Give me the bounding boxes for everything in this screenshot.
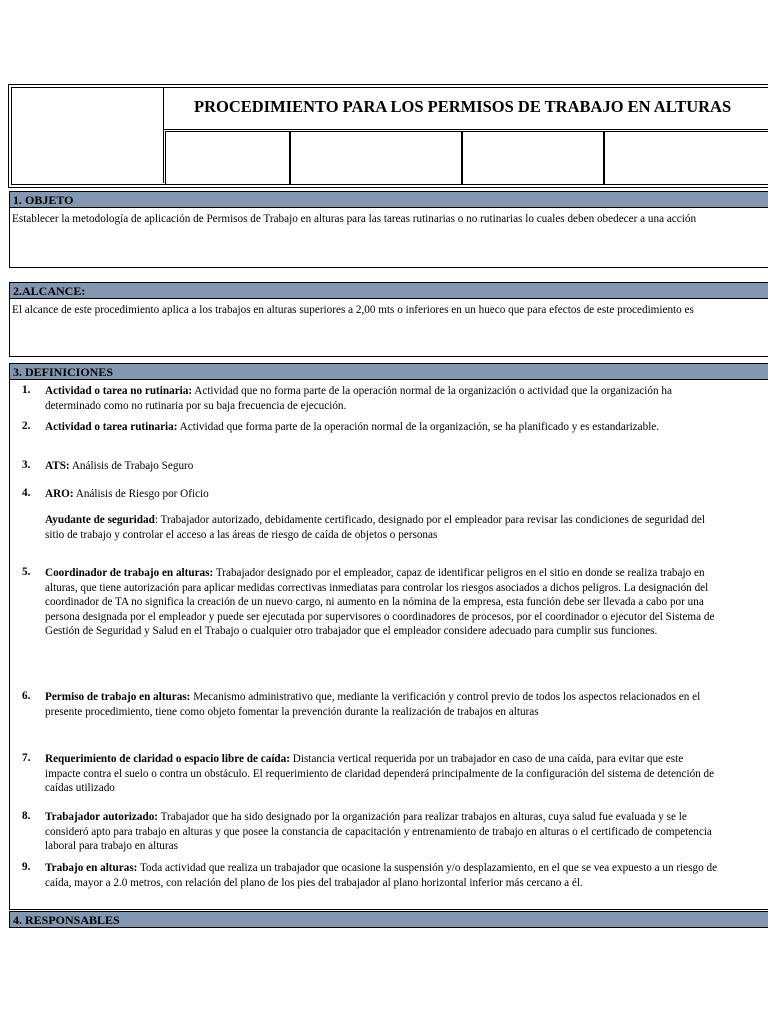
definition-number: 8. <box>22 810 31 822</box>
definition-line: caídas utilizado <box>45 782 115 794</box>
definition-text: Análisis de Trabajo Seguro <box>69 460 194 472</box>
definition-line: coordinador de TA no significa la creación de un nuevo cargo, ni aumento en la nómina de la empresa, esta función debe ser llevada a cabo por una <box>45 596 704 608</box>
definition-line: Gestión de Seguridad y Salud en el Trabajo o cualquier otro trabajador que el empleador considere adecuado para cumplir sus funciones. <box>45 625 658 637</box>
alcance-text: El alcance de este procedimiento aplica a los trabajos en alturas superiores a 2,00 mts o inferiores en un hueco que para efectos de este procedimiento es <box>12 304 694 316</box>
definition-text: Trabajador designado por el empleador, capaz de identificar peligros en el sitio en donde se realiza trabajo en <box>213 567 705 579</box>
definition-item <box>45 384 768 413</box>
definition-item <box>45 566 768 639</box>
definition-line: alturas, que tiene autorización para aplicar medidas correctivas inmediatas para controlar los riesgos asociados a dichos peligros. La designación del <box>45 581 709 594</box>
definition-number: 6. <box>22 690 31 702</box>
definition-number: 4. <box>22 487 31 499</box>
definition-line <box>45 690 768 705</box>
definition-line <box>45 566 768 581</box>
definition-term: Trabajo en alturas: <box>45 862 138 874</box>
definition-line <box>45 861 768 876</box>
section-alcance-title: 2.ALCANCE: <box>9 282 768 299</box>
section-objeto-title: 1. OBJETO <box>9 191 768 208</box>
definition-text: Distancia vertical requerida por un trabajador en caso de una caída, para evitar que este <box>289 753 684 765</box>
definition-line: determinado como no rutinaria por su baja frecuencia de ejecución. <box>45 399 347 412</box>
definition-term: Ayudante de seguridad <box>45 514 155 526</box>
definition-line: consideró apto para trabajo en alturas y que posee la constancia de capacitación y entrenamiento de trabajo en alturas o el certificado de competencia <box>45 825 712 838</box>
definition-item <box>45 459 768 474</box>
section-definiciones-title: 3. DEFINICIONES <box>9 363 768 380</box>
definition-term: Actividad o tarea no rutinaria: <box>45 385 193 397</box>
definition-line <box>45 810 768 825</box>
definition-term: Permiso de trabajo en alturas: <box>45 691 191 703</box>
definition-line <box>45 384 768 399</box>
definition-number: 3. <box>22 459 31 471</box>
definition-number: 9. <box>22 861 31 873</box>
document-title: PROCEDIMIENTO PARA LOS PERMISOS DE TRABAJO EN ALTURAS <box>194 97 732 116</box>
definition-item <box>45 690 768 719</box>
definition-item <box>45 810 768 854</box>
definition-text: Mecanismo administrativo que, mediante la verificación y control previo de todos los aspectos relacionados en el <box>190 691 701 703</box>
definition-item <box>45 487 768 502</box>
definition-item <box>45 861 768 890</box>
definition-text: Trabajador que ha sido designado por la organización para realizar trabajos en alturas, cuya salud fue evaluada y se le <box>158 811 687 823</box>
definition-line: sitio de trabajo y controlar el acceso a las áreas de riesgo de caída de objetos o personas <box>45 528 438 541</box>
definition-line <box>45 487 768 502</box>
definition-number: 2. <box>22 420 31 432</box>
definition-line: laboral para trabajo en alturas <box>45 840 178 852</box>
definition-term: Requerimiento de claridad o espacio libre de caída: <box>45 753 290 765</box>
definition-number: 5. <box>22 566 31 578</box>
definition-number: 1. <box>22 384 31 396</box>
definition-number: 7. <box>22 752 31 764</box>
definition-text: Análisis de Riesgo por Oficio <box>73 488 209 500</box>
definition-line <box>45 420 768 435</box>
definition-term: ATS: <box>45 460 70 472</box>
definition-term: ARO: <box>45 488 74 500</box>
section-responsables-title: 4. RESPONSABLES <box>9 911 768 928</box>
definition-line: caída, mayor a 2.0 metros, con relación del plano de los pies del trabajador al plano horizontal inferior más cercano a él. <box>45 876 583 889</box>
definition-line: persona designada por el empleador y puede ser ejecutada por supervisores o coordinadores de procesos, por el coordinador o ejecutor del Sistema de <box>45 610 715 623</box>
definition-line <box>45 752 768 767</box>
definition-text: : Trabajador autorizado, debidamente certificado, designado por el empleador para revisar las condiciones de seguridad del <box>154 514 705 526</box>
definition-text: Toda actividad que realiza un trabajador que ocasione la suspensión y/o desplazamiento, en el que se vea expuesto a un riesgo de <box>137 862 718 874</box>
definition-term: Trabajador autorizado: <box>45 811 159 823</box>
definition-item <box>45 752 768 796</box>
definition-item <box>45 513 768 542</box>
definition-item <box>45 420 768 435</box>
definition-line: impacte contra el suelo o contra un obstáculo. El requerimiento de claridad dependerá principalmente de la configuración del sistema de detención de <box>45 767 715 780</box>
definition-term: Coordinador de trabajo en alturas: <box>45 567 214 579</box>
definition-line <box>45 459 768 474</box>
definition-term: Actividad o tarea rutinaria: <box>45 421 178 433</box>
definition-text: Actividad que no forma parte de la operación normal de la organización o actividad que la organización ha <box>192 385 672 397</box>
definition-text: Actividad que forma parte de la operación normal de la organización, se ha planificado y es estandarizable. <box>177 421 660 433</box>
objeto-text: Establecer la metodología de aplicación de Permisos de Trabajo en alturas para las tareas rutinarias o no rutinarias lo cuales deben obedecer a una acción <box>12 213 697 225</box>
definition-line <box>45 513 768 528</box>
definition-line: presente procedimiento, tiene como objeto fomentar la prevención durante la realización de trabajos en alturas <box>45 705 539 718</box>
